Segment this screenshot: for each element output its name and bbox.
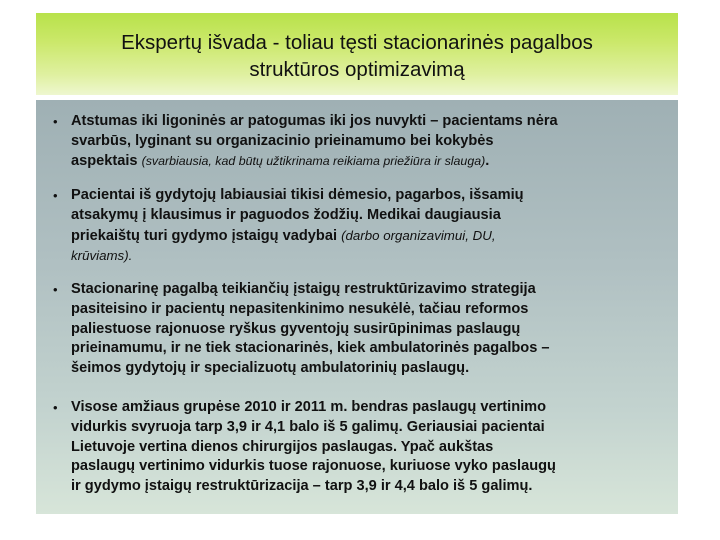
- bullet-4-line-1: Visose amžiaus grupėse 2010 ir 2011 m. bendras paslaugų vertinimo: [71, 399, 547, 415]
- bullet-3-line-1: Stacionarinę pagalbą teikiančių įstaigų restruktūrizavimo strategija: [71, 281, 536, 297]
- slide-title-line-1: Ekspertų išvada - toliau tęsti stacionarinės pagalbos: [121, 31, 593, 54]
- bullet-1-line-2: svarbūs, lyginant su organizacinio prieinamumo bei kokybės: [71, 132, 494, 149]
- bullet-text-4: [71, 398, 673, 497]
- bullet-1-line-3: [71, 152, 673, 172]
- bullet-marker: •: [53, 282, 58, 297]
- bullet-2-line-3-italic: (darbo organizavimui, DU,: [341, 227, 496, 243]
- bullet-marker: •: [53, 400, 58, 415]
- bullet-3-line-2: pasiteisino ir pacientų nepasitenkinimo nesukėlė, tačiau reformos: [71, 300, 529, 317]
- bullet-text-2: [71, 186, 673, 267]
- bullet-2-line-3: [71, 226, 673, 247]
- bullet-3-line-4: prieinamumu, ir ne tiek stacionarinės, kiek ambulatorinės pagalbos –: [71, 340, 550, 357]
- slide-title-line-2: struktūros optimizavimą: [249, 58, 465, 81]
- bullet-2-line-4: [71, 246, 673, 267]
- bullet-2-line-4-italic: krūviams): [71, 248, 129, 264]
- bullet-3-line-5: šeimos gydytojų ir specializuotų ambulatorinių paslaugų.: [71, 360, 470, 377]
- slide-title-box: [36, 13, 678, 95]
- bullet-marker: •: [53, 114, 58, 129]
- bullet-text-3: [71, 280, 673, 379]
- bullet-4-line-5: ir gydymo įstaigų restruktūrizacija – tarp 3,9 ir 4,4 balo iš 5 galimų.: [71, 478, 533, 495]
- bullet-text-1: [71, 112, 673, 171]
- bullet-1-line-1: Atstumas iki ligoninės ar patogumas iki jos nuvykti – pacientams nėra: [71, 113, 558, 129]
- bullet-1-line-3-main: aspektais: [71, 152, 142, 169]
- bullet-2-line-2: atsakymų į klausimus ir paguodos žodžių. Medikai daugiausia: [71, 206, 501, 223]
- bullet-2-line-1: Pacientai iš gydytojų labiausiai tikisi dėmesio, pagarbos, išsamių: [71, 187, 524, 203]
- bullet-2-line-3-main: priekaištų turi gydymo įstaigų vadybai: [71, 227, 342, 244]
- bullet-1-line-3-end: .: [485, 152, 490, 169]
- bullet-2-line-4-end: .: [128, 248, 133, 264]
- slide-content-box: [36, 100, 678, 514]
- bullet-4-line-2: vidurkis svyruoja tarp 3,9 ir 4,1 balo iš 5 galimų. Geriausiai pacientai: [71, 418, 545, 435]
- bullet-3-line-3: paliestuose rajonuose ryškus gyventojų susirūpinimas paslaugų: [71, 320, 521, 337]
- bullet-4-line-3: Lietuvoje vertina dienos chirurgijos paslaugas. Ypač aukštas: [71, 438, 494, 455]
- bullet-1-line-3-italic: (svarbiausia, kad būtų užtikrinama reikiama priežiūra ir slauga): [141, 153, 486, 168]
- bullet-marker: •: [53, 188, 58, 203]
- slide-title: [121, 29, 593, 83]
- bullet-4-line-4: paslaugų vertinimo vidurkis tuose rajonuose, kuriuose vyko paslaugų: [71, 458, 556, 475]
